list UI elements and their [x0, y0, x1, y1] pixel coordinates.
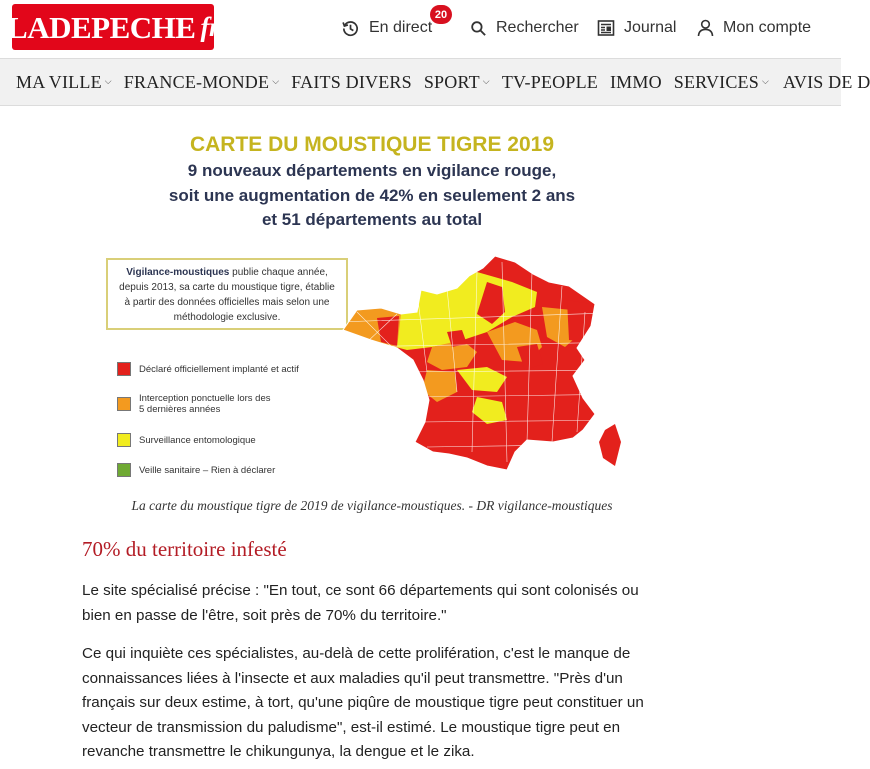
search-icon [470, 20, 487, 37]
legend-swatch-yellow [117, 433, 131, 447]
user-icon [697, 19, 714, 37]
figure-subtitle-line-2: soit une augmentation de 42% en seulement 2 ans [168, 186, 576, 205]
nav-label: SERVICES [673, 71, 759, 92]
site-logo[interactable] [7, 4, 219, 50]
nav-item-sport[interactable] [424, 72, 490, 93]
logo-main-text: LADEPECHE [7, 9, 196, 45]
legend-label-line-2: 5 dernières années [139, 404, 221, 415]
france-map [337, 252, 637, 492]
chevron-down-icon: ⌵ [272, 77, 280, 87]
legend-label [139, 393, 271, 415]
journal-button[interactable] [597, 16, 676, 40]
legend-swatch-green [117, 463, 131, 477]
info-box-brand: Vigilance-moustiques [126, 267, 230, 278]
article-paragraph-1: Le site spécialisé précise : "En tout, ce sont 66 départements qui sont colonisés ou bien en passe de l'être, soit près de 70% du territoire." [82, 582, 639, 624]
account-button[interactable] [697, 16, 811, 40]
legend-item [117, 433, 256, 447]
nav-item-services[interactable] [674, 72, 769, 93]
legend-swatch-orange [117, 397, 131, 411]
nav-item-tv-people[interactable] [502, 72, 598, 93]
nav-item-faits-divers[interactable] [291, 72, 412, 93]
journal-label: Journal [624, 19, 677, 36]
nav-label: TV-PEOPLE [501, 71, 598, 92]
info-box [106, 258, 348, 330]
nav-item-ma-ville[interactable] [16, 72, 112, 93]
search-button[interactable] [470, 16, 579, 40]
legend-label-line-1: Interception ponctuelle lors des [139, 393, 271, 404]
nav-item-france-monde[interactable] [124, 72, 279, 93]
live-label: En direct [369, 19, 433, 36]
account-label: Mon compte [723, 19, 812, 36]
search-label: Rechercher [496, 19, 579, 36]
logo-tld-text: fr [200, 11, 219, 42]
legend-swatch-red [117, 362, 131, 376]
figure-caption: La carte du moustique tigre de 2019 de vigilance-moustiques. - DR vigilance-moustiques [131, 498, 613, 513]
nav-item-avis-de-deces[interactable] [783, 72, 870, 93]
live-count-badge: 20 [430, 5, 452, 24]
nav-label: AVIS DE D [783, 71, 870, 92]
legend-label: Déclaré officiellement implanté et actif [139, 363, 299, 375]
figure-subtitle-line-1: 9 nouveaux départements en vigilance rouge, [187, 161, 557, 180]
site-header [0, 0, 841, 56]
nav-item-immo[interactable] [610, 72, 662, 93]
nav-label: IMMO [609, 71, 662, 92]
figure-title: CARTE DU MOUSTIQUE TIGRE 2019 [189, 133, 555, 156]
figure-subtitle-line-3: et 51 départements au total [261, 210, 483, 229]
article-paragraph-2: Ce qui inquiète ces spécialistes, au-delà de cette prolifération, c'est le manque de connaissances liées à l'insecte et aux maladies qu'il peut transmettre. "Près d'un français sur deux estime, à tort, qu'une piqûre de moustique tigre peut constituer un vecteur de transmission du paludisme", est-il estimé. Le moustique tigre peut en revanche transmettre le chikungunya, la dengue et le zika. [82, 645, 644, 761]
nav-label: SPORT [423, 71, 480, 92]
section-heading: 70% du territoire infesté [82, 537, 287, 561]
chevron-down-icon: ⌵ [104, 77, 112, 87]
nav-label: FRANCE-MONDE [123, 71, 270, 92]
legend-label: Surveillance entomologique [139, 434, 256, 446]
main-nav [0, 58, 870, 106]
newspaper-icon [597, 19, 615, 37]
live-button[interactable] [341, 16, 432, 40]
chevron-down-icon: ⌵ [482, 77, 490, 87]
mosquito-map-figure [82, 120, 662, 495]
legend-item [117, 362, 299, 376]
nav-label: FAITS DIVERS [291, 71, 412, 92]
nav-label: MA VILLE [16, 71, 102, 92]
legend-item [117, 393, 271, 415]
chevron-down-icon: ⌵ [761, 77, 769, 87]
history-icon [341, 19, 360, 38]
legend-item [117, 463, 275, 477]
info-box-text: publie chaque année, depuis 2013, sa carte du moustique tigre, établie à partir des données officielles mais selon une méthodologie exclusive. [119, 267, 335, 323]
legend-label: Veille sanitaire – Rien à déclarer [139, 464, 276, 476]
